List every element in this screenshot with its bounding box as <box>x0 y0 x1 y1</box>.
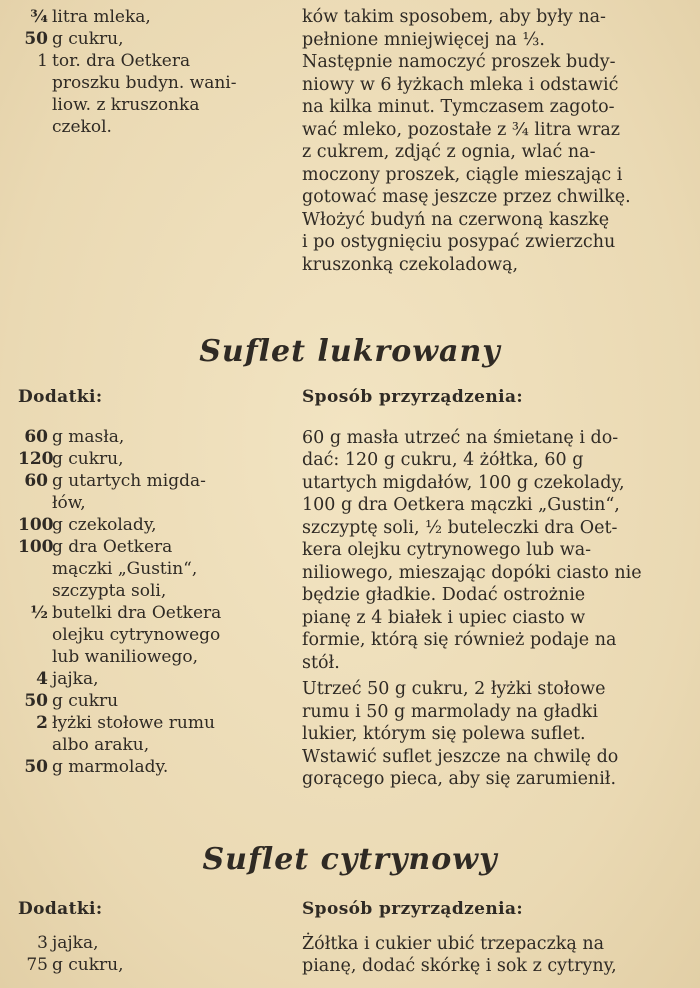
method-line: Wstawić suflet jeszcze na chwilę do <box>302 746 619 767</box>
method-line: pełnione mniejwięcej na ⅓. <box>302 29 545 50</box>
ingredient-line: 3 jajka, <box>37 933 99 953</box>
ingredient-line: 60 g utartych migda- <box>24 471 206 491</box>
method-label: Sposób przyrządzenia: <box>302 899 524 919</box>
method-line: Następnie namoczyć proszek budy- <box>302 52 616 72</box>
recipe-title: Suflet cytrynowy <box>202 842 498 877</box>
method-line: formie, którą się również podaje na <box>302 630 617 650</box>
method-line: kruszonką czekoladową, <box>302 254 519 275</box>
method-line: dać: 120 g cukru, 4 żółtka, 60 g <box>302 450 584 470</box>
ingredient-line: szczypta soli, <box>52 581 167 601</box>
ingredient-line: 120 g cukru, <box>18 449 124 469</box>
method-line: gorącego pieca, aby się zarumienił. <box>302 769 617 789</box>
recipe2-method <box>302 898 690 978</box>
method-line: 100 g dra Oetkera mączki „Gustin“, <box>302 495 620 515</box>
method-line: rumu i 50 g marmolady na gładki <box>302 701 599 722</box>
ingredient-line: czekol. <box>52 117 112 137</box>
method-line: gotować masę jeszcze przez chwilkę. <box>302 187 631 207</box>
ingredient-line: 60 g masła, <box>24 427 125 447</box>
recipe-title: Suflet lukrowany <box>199 334 501 369</box>
recipe1-ingredients <box>18 386 280 778</box>
recipe1-method <box>302 386 690 795</box>
ingredient-line: 50 g cukru, <box>24 29 124 49</box>
method-line: będzie gładkie. Dodać ostrożnie <box>302 585 586 605</box>
ingredients-label: Dodatki: <box>18 899 103 919</box>
method-line: wać mleko, pozostałe z ¾ litra wraz <box>302 119 621 140</box>
ingredient-line: 2 łyżki stołowe rumu <box>36 713 215 733</box>
method-line: pianę, dodać skórkę i sok z cytryny, <box>302 956 617 976</box>
ingredient-line: albo araku, <box>52 735 150 755</box>
ingredient-line: 4 jajka, <box>36 669 99 689</box>
ingredient-line: olejku cytrynowego <box>52 625 221 645</box>
method-line: Utrzeć 50 g cukru, 2 łyżki stołowe <box>302 679 606 699</box>
ingredient-line: liow. z kruszonka <box>52 95 200 115</box>
method-line: i po ostygnięciu posypać zwierzchu <box>302 232 616 252</box>
method-line: utartych migdałów, 100 g czekolady, <box>302 472 625 493</box>
top-method-text <box>302 6 690 276</box>
method-line: lukier, którym się polewa suflet. <box>302 724 586 744</box>
method-line: Żółtka i cukier ubić trzepaczką na <box>302 933 605 954</box>
ingredients-label: Dodatki: <box>18 387 103 407</box>
method-line: niliowego, mieszając dopóki ciasto nie <box>302 562 642 583</box>
ingredient-line: 100 g dra Oetkera <box>18 537 173 557</box>
method-line: ków takim sposobem, aby były na- <box>302 7 606 27</box>
ingredient-line: 100 g czekolady, <box>18 515 157 535</box>
ingredient-line: 75 g cukru, <box>26 955 124 975</box>
method-line: niowy w 6 łyżkach mleka i odstawić <box>302 74 619 95</box>
method-line: pianę z 4 białek i upiec ciasto w <box>302 607 586 628</box>
recipe2-ingredients <box>18 898 280 976</box>
method-line: stół. <box>302 652 340 673</box>
method-line: szczyptę soli, ½ buteleczki dra Oet- <box>302 517 618 538</box>
top-ingredients-list <box>18 6 280 138</box>
method-paragraph <box>302 678 690 791</box>
ingredient-line: mączki „Gustin“, <box>52 559 198 579</box>
ingredient-line: lub waniliowego, <box>52 647 198 667</box>
ingredient-line: ¾ litra mleka, <box>30 7 151 27</box>
method-line: moczony proszek, ciągle mieszając i <box>302 164 623 185</box>
method-line: Włożyć budyń na czerwoną kaszkę <box>302 209 610 230</box>
method-line: z cukrem, zdjąć z ognia, wlać na- <box>302 142 596 162</box>
ingredient-line: 50 g marmolady. <box>24 757 169 777</box>
method-line: 60 g masła utrzeć na śmietanę i do- <box>302 427 619 448</box>
ingredient-line: 1 tor. dra Oetkera <box>37 51 191 71</box>
ingredient-line: 50 g cukru <box>24 691 119 711</box>
method-line: na kilka minut. Tymczasem zagoto- <box>302 97 615 117</box>
method-line: kera olejku cytrynowego lub wa- <box>302 540 592 560</box>
ingredient-line: proszku budyn. wani- <box>52 73 237 93</box>
ingredient-line: ½ butelki dra Oetkera <box>30 603 222 623</box>
method-paragraph <box>302 427 690 675</box>
ingredient-line: łów, <box>52 493 86 513</box>
method-label: Sposób przyrządzenia: <box>302 387 524 407</box>
